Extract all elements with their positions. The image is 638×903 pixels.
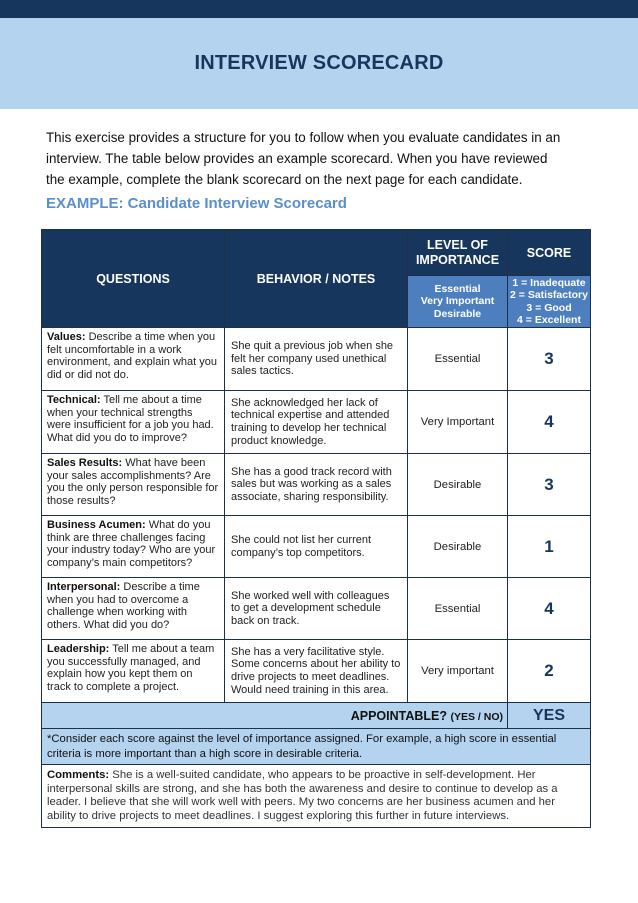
question-cell: [42, 578, 225, 640]
question-cell: [42, 516, 225, 578]
example-heading: EXAMPLE: Candidate Interview Scorecard: [46, 195, 347, 212]
score-cell: 1: [508, 516, 591, 578]
score-cell: 3: [508, 454, 591, 516]
col-level-header-label: LEVEL OF IMPORTANCE: [415, 237, 500, 267]
question-cell: [42, 454, 225, 516]
table-row: [42, 640, 591, 703]
top-bar: [0, 0, 638, 18]
question-label: Sales Results:: [47, 457, 123, 469]
level-option: Essential: [434, 282, 481, 295]
notes-cell: She acknowledged her lack of technical expertise and attended training to develop her technical product knowledge.: [225, 391, 408, 454]
question-label: Business Acumen:: [47, 519, 146, 531]
level-cell: Desirable: [408, 454, 508, 516]
table-row: [42, 578, 591, 640]
notes-cell: She has a very facilitative style. Some concerns about her ability to drive projects to meet deadlines. Would need training in this area.: [225, 640, 408, 703]
question-text: Tell me about a time when your technical strengths were insufficient for a job you had. What did you do to improve?: [47, 394, 214, 444]
score-cell: 4: [508, 391, 591, 454]
question-cell: [42, 328, 225, 391]
question-text: What do you think are three challenges facing your industry today? Who are your company’s main competitors?: [47, 519, 216, 569]
notes-cell: She worked well with colleagues to get a development schedule back on track.: [225, 578, 408, 640]
question-label: Leadership:: [47, 643, 110, 655]
level-option: Desirable: [433, 307, 482, 320]
question-text: Describe a time when you felt uncomfortable in a work environment, and explain what you did or did not do.: [47, 331, 217, 381]
comments-row: [42, 765, 591, 828]
appointable-row: [42, 703, 591, 729]
score-option: 1 = Inadequate: [512, 276, 586, 289]
col-questions-header: QUESTIONS: [42, 230, 225, 328]
level-legend: [408, 276, 508, 328]
level-cell: Essential: [408, 328, 508, 391]
question-text: Describe a time when you had to overcome a challenge when working with others. What did you do?: [47, 581, 200, 631]
col-behavior-header: BEHAVIOR / NOTES: [225, 230, 408, 328]
question-text: Tell me about a team you successfully managed, and explain how you kept them on track to complete a project.: [47, 643, 215, 693]
notes-cell: She could not list her current company’s top competitors.: [225, 516, 408, 578]
question-label: Technical:: [47, 394, 101, 406]
footnote: *Consider each score against the level of importance assigned. For example, a high score in essential criteria is more important than a high score in desirable criteria.: [42, 729, 591, 765]
col-level-header: [408, 230, 508, 276]
score-cell: 2: [508, 640, 591, 703]
table-row: [42, 454, 591, 516]
appointable-options: (YES / NO): [450, 710, 503, 723]
level-cell: Very important: [408, 640, 508, 703]
level-cell: Desirable: [408, 516, 508, 578]
score-option: 3 = Good: [526, 301, 572, 314]
notes-cell: She has a good track record with sales but was working as a sales associate, sharing responsibility.: [225, 454, 408, 516]
score-cell: 4: [508, 578, 591, 640]
level-option: Very Important: [420, 295, 495, 308]
scorecard-table: [41, 229, 591, 828]
appointable-value: YES: [508, 703, 591, 729]
level-cell: Very Important: [408, 391, 508, 454]
comments-text: She is a well-suited candidate, who appears to be proactive in self-development. Her interpersonal skills are strong, and she has both the awareness and desire to continue to develop as a leader. I believe that she will work well with peers. My two concerns are her business acumen and her ability to drive projects to meet deadlines. I suggest exploring this further in future interviews.: [47, 769, 558, 822]
appointable-label-cell: [42, 703, 508, 729]
appointable-label: APPOINTABLE?: [350, 708, 447, 723]
header-row: [42, 230, 591, 276]
score-option: 4 = Excellent: [517, 314, 581, 326]
question-text: What have been your sales accomplishments? Are you the only person responsible for those results?: [47, 457, 219, 507]
score-option: 2 = Satisfactory: [510, 289, 588, 301]
page-title: INTERVIEW SCORECARD: [194, 52, 444, 74]
table-row: [42, 328, 591, 391]
question-label: Interpersonal:: [47, 581, 121, 593]
score-legend: [508, 276, 591, 328]
table-row: [42, 516, 591, 578]
question-label: Values:: [47, 331, 86, 343]
notes-cell: She quit a previous job when she felt her company used unethical sales tactics.: [225, 328, 408, 391]
comments-label: Comments:: [47, 769, 110, 781]
comments-cell: [42, 765, 591, 828]
level-cell: Essential: [408, 578, 508, 640]
question-cell: [42, 391, 225, 454]
question-cell: [42, 640, 225, 703]
col-score-header: SCORE: [508, 230, 591, 276]
table-row: [42, 391, 591, 454]
footnote-row: [42, 729, 591, 765]
score-cell: 3: [508, 328, 591, 391]
intro-paragraph: This exercise provides a structure for you to follow when you evaluate candidates in an interview. The table below provides an example scorecard. When you have reviewed the example, complete the blank scorecard on the next page for each candidate.: [46, 130, 561, 187]
